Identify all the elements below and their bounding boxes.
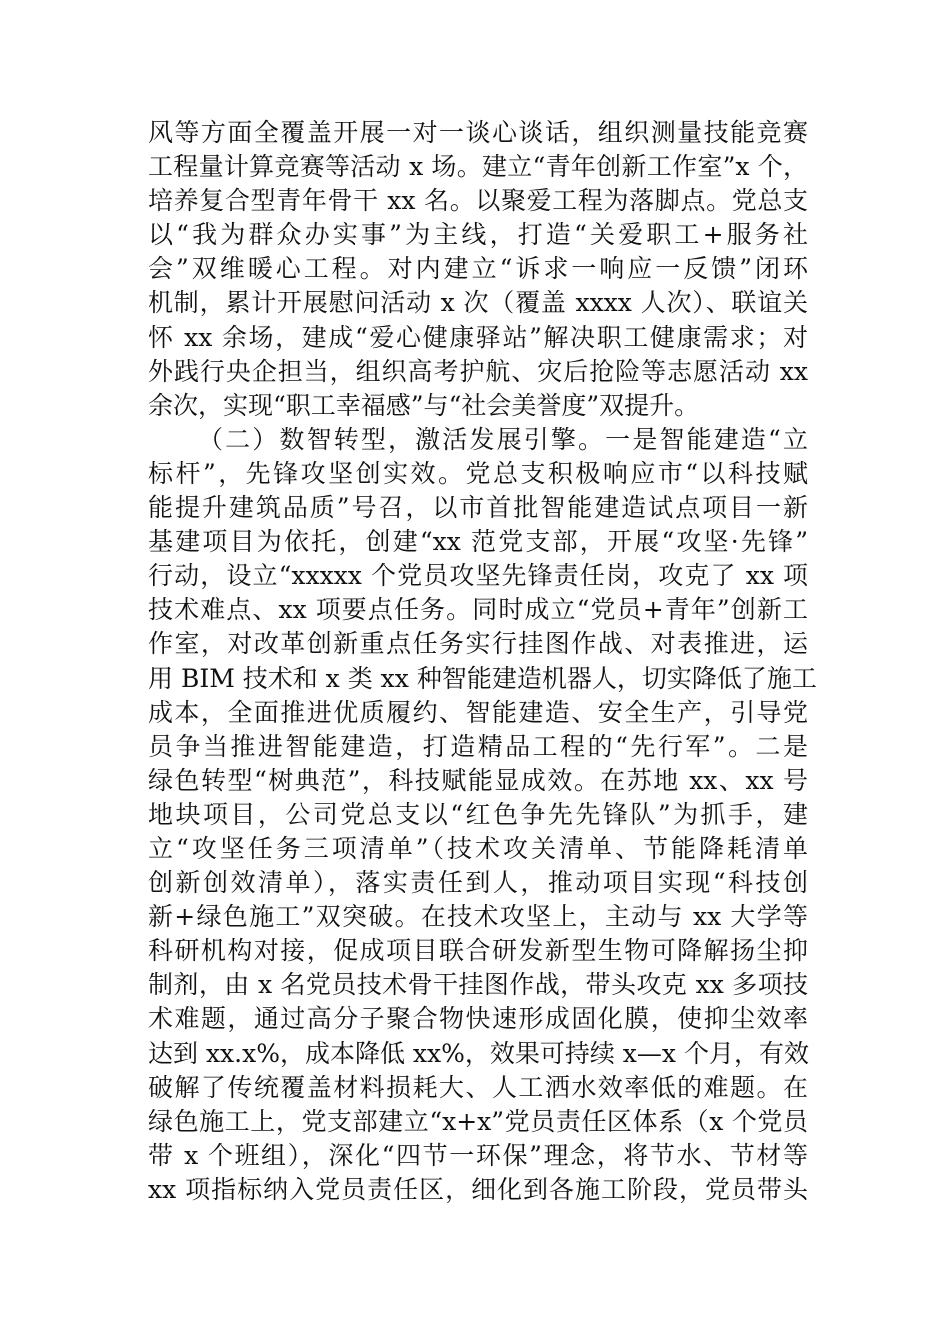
text-line: 立“攻坚任务三项清单”（技术攻关清单、节能降耗清单 xyxy=(148,833,808,863)
text-line: 达到 xx.x%，成本降低 xx%，效果可持续 x—x 个月，有效 xyxy=(148,1038,809,1068)
text-line: 怀 xx 余场，建成“爱心健康驿站”解决职工健康需求；对 xyxy=(148,322,808,352)
section-heading-line: （二）数智转型，激活发展引擎。一是智能建造“立 xyxy=(198,424,808,454)
text-line: 机制，累计开展慰问活动 x 次（覆盖 xxxx 人次）、联谊关 xyxy=(148,288,808,318)
text-line: 地块项目，公司党总支以“红色争先先锋队”为抓手，建 xyxy=(148,799,808,829)
text-line: 会”双维暖心工程。对内建立“诉求一响应一反馈”闭环 xyxy=(148,254,808,284)
text-line: 带 x 个班组），深化“四节一环保”理念，将节水、节材等 xyxy=(148,1140,808,1170)
text-line: xx 项指标纳入党员责任区，细化到各施工阶段，党员带头 xyxy=(148,1174,808,1204)
text-line: 制剂，由 x 名党员技术骨干挂图作战，带头攻克 xx 多项技 xyxy=(148,970,808,1000)
text-line: 基建项目为依托，创建“xx 范党支部，开展“攻坚·先锋” xyxy=(148,527,808,557)
text-line: 术难题，通过高分子聚合物快速形成固化膜，使抑尘效率 xyxy=(148,1004,808,1034)
text-line: 新+绿色施工”双突破。在技术攻坚上，主动与 xx 大学等 xyxy=(148,902,808,932)
text-line: 用 BIM 技术和 x 类 xx 种智能建造机器人，切实降低了施工 xyxy=(148,663,817,693)
text-line: 行动，设立“xxxxx 个党员攻坚先锋责任岗，攻克了 xx 项 xyxy=(148,561,808,591)
text-line: 工程量计算竞赛等活动 x 场。建立“青年创新工作室”x 个， xyxy=(148,152,808,182)
body-text xyxy=(148,116,817,1207)
text-line: 科研机构对接，促成项目联合研发新型生物可降解扬尘抑 xyxy=(148,936,808,966)
text-line: 破解了传统覆盖材料损耗大、人工洒水效率低的难题。在 xyxy=(148,1072,808,1102)
paragraph-end-line: 余次，实现“职工幸福感”与“社会美誉度”双提升。 xyxy=(148,390,700,420)
text-line: 绿色转型“树典范”，科技赋能显成效。在苏地 xx、xx 号 xyxy=(148,765,808,795)
text-line: 以“我为群众办实事”为主线，打造“关爱职工+服务社 xyxy=(148,220,808,250)
text-line: 技术难点、xx 项要点任务。同时成立“党员+青年”创新工 xyxy=(148,595,808,625)
text-line: 作室，对改革创新重点任务实行挂图作战、对表推进，运 xyxy=(148,629,808,659)
text-line: 创新创效清单），落实责任到人，推动项目实现“科技创 xyxy=(148,868,808,898)
text-line: 风等方面全覆盖开展一对一谈心谈话，组织测量技能竞赛 xyxy=(148,118,808,147)
text-line: 培养复合型青年骨干 xx 名。以聚爱工程为落脚点。党总支 xyxy=(148,186,808,216)
text-line: 标杆”，先锋攻坚创实效。党总支积极响应市“以科技赋 xyxy=(148,458,808,488)
text-line: 外践行央企担当，组织高考护航、灾后抢险等志愿活动 xx xyxy=(148,356,808,386)
text-line: 成本，全面推进优质履约、智能建造、安全生产，引导党 xyxy=(148,697,808,727)
text-line: 能提升建筑品质”号召，以市首批智能建造试点项目一新 xyxy=(148,493,808,523)
text-line: 员争当推进智能建造，打造精品工程的“先行军”。二是 xyxy=(148,731,808,761)
text-line: 绿色施工上，党支部建立“x+x”党员责任区体系（x 个党员 xyxy=(148,1106,808,1136)
